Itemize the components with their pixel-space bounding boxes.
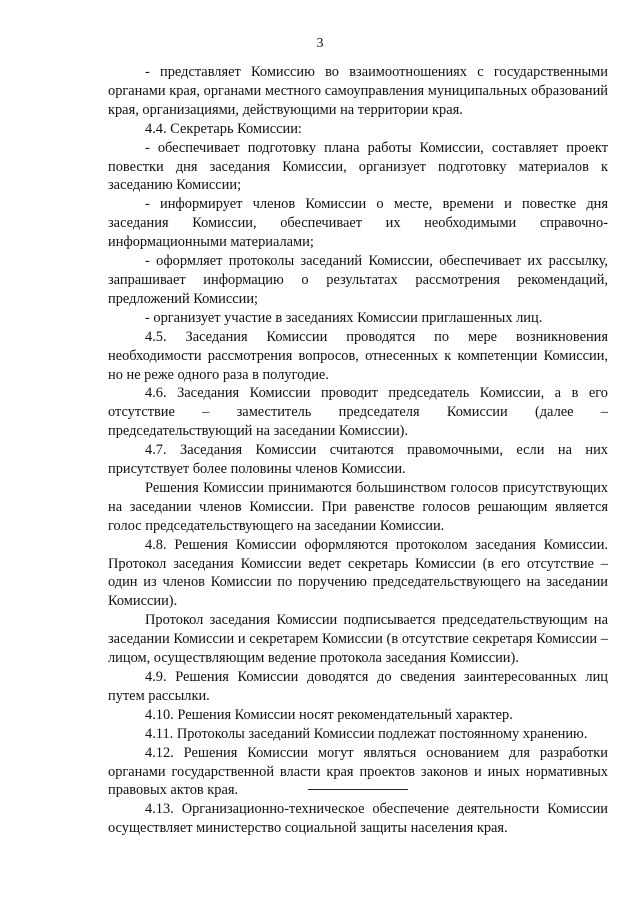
list-item: - обеспечивает подготовку плана работы Комиссии, составляет проект повестки дня заседания Комиссии, организует подготовку материалов к заседанию Комиссии;	[108, 139, 608, 194]
paragraph: 4.9. Решения Комиссии доводятся до сведения заинтересованных лиц путем рассылки.	[108, 669, 608, 704]
paragraph: 4.13. Организационно-техническое обеспечение деятельности Комиссии осуществляет министерство социальной защиты населения края.	[108, 801, 608, 837]
paragraph: 4.11. Протоколы заседаний Комиссии подлежат постоянному хранению.	[145, 725, 588, 742]
paragraph: 4.8. Решения Комиссии оформляются протоколом заседания Комиссии. Протокол заседания Комиссии ведет секретарь Комиссии (в его отсутствие – один из членов Комиссии по поручению председательствующего на заседании Комиссии).	[108, 536, 608, 610]
paragraph: Протокол заседания Комиссии подписывается председательствующим на заседании Комиссии и секретарем Комиссии (в отсутствие секретаря Комиссии – лицом, осуществляющим ведение протокола заседания Комиссии).	[108, 612, 608, 667]
paragraph: 4.10. Решения Комиссии носят рекомендательный характер.	[145, 706, 513, 723]
closing-rule	[308, 789, 408, 790]
document-body	[108, 63, 608, 838]
list-item: - организует участие в заседаниях Комиссии приглашенных лиц.	[145, 309, 543, 326]
list-item: - информирует членов Комиссии о месте, времени и повестке дня заседания Комиссии, обеспечивает их необходимыми справочно-информационными материалами;	[108, 196, 608, 251]
paragraph: 4.5. Заседания Комиссии проводятся по мере возникновения необходимости рассмотрения вопросов, отнесенных к компетенции Комиссии, но не реже одного раза в полугодие.	[108, 328, 608, 383]
paragraph: Решения Комиссии принимаются большинством голосов присутствующих на заседании членов Комиссии. При равенстве голосов решающим является голос председательствующего на заседании Комиссии.	[108, 479, 608, 534]
paragraph: 4.12. Решения Комиссии могут являться основанием для разработки органами государственной власти края проектов законов и иных нормативных правовых актов края.	[108, 744, 608, 799]
section-heading: 4.4. Секретарь Комиссии:	[145, 120, 302, 137]
page-number: 3	[316, 36, 324, 51]
list-item: - оформляет протоколы заседаний Комиссии, обеспечивает их рассылку, запрашивает информацию о результатах рассмотрения рекомендаций, предложений Комиссии;	[108, 253, 608, 307]
paragraph: - представляет Комиссию во взаимоотношениях с государственными органами края, органами местного самоуправления муниципальных образований края, организациями, действующими на территории края.	[108, 64, 608, 118]
paragraph: 4.6. Заседания Комиссии проводит председатель Комиссии, а в его отсутствие – заместитель председателя Комиссии (далее – председательствующий на заседании Комиссии).	[108, 385, 608, 440]
paragraph: 4.7. Заседания Комиссии считаются правомочными, если на них присутствует более половины членов Комиссии.	[108, 442, 608, 478]
